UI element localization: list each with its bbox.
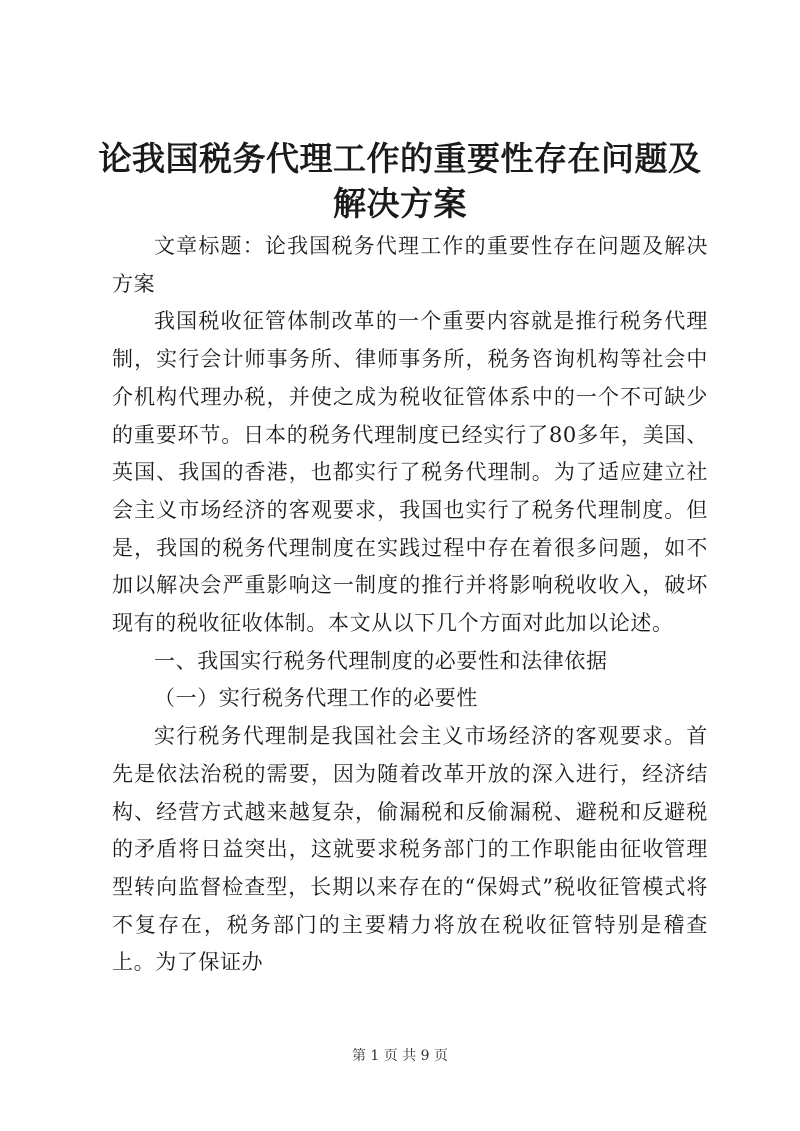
heading-subsection-1: （一）实行税务代理工作的必要性	[154, 686, 478, 711]
heading-section-1: 一、我国实行税务代理制度的必要性和法律依据	[154, 648, 608, 673]
document-title: 论我国税务代理工作的重要性存在问题及解决方案	[98, 139, 702, 223]
paragraph-article-title: 文章标题：论我国税务代理工作的重要性存在问题及解决方案	[112, 234, 708, 296]
document-body	[112, 228, 708, 982]
paragraph-intro: 我国税收征管体制改革的一个重要内容就是推行税务代理制，实行会计师事务所、律师事务所，税务咨询机构等社会中介机构代理办税，并使之成为税收征管体系中的一个不可缺少的重要环节。日本的税务代理制度已经实行了80多年，美国、英国、我国的香港，也都实行了税务代理制。为了适应建立社会主义市场经济的客观要求，我国也实行了税务代理制度。但是，我国的税务代理制度在实践过程中存在着很多问题，如不加以解决会严重影响这一制度的推行并将影响税收收入，破坏现有的税收征收体制。本文从以下几个方面对此加以论述。	[112, 309, 708, 636]
page-number-footer: 第 1 页 共 9 页	[351, 1048, 449, 1064]
paragraph-necessity: 实行税务代理制是我国社会主义市场经济的客观要求。首先是依法治税的需要，因为随着改革开放的深入进行，经济结构、经营方式越来越复杂，偷漏税和反偷漏税、避税和反避税的矛盾将日益突出，这就要求税务部门的工作职能由征收管理型转向监督检查型，长期以来存在的“保姆式”税收征管模式将不复存在，税务部门的主要精力将放在税收征管特别是稽查上。为了保证办	[112, 724, 708, 975]
